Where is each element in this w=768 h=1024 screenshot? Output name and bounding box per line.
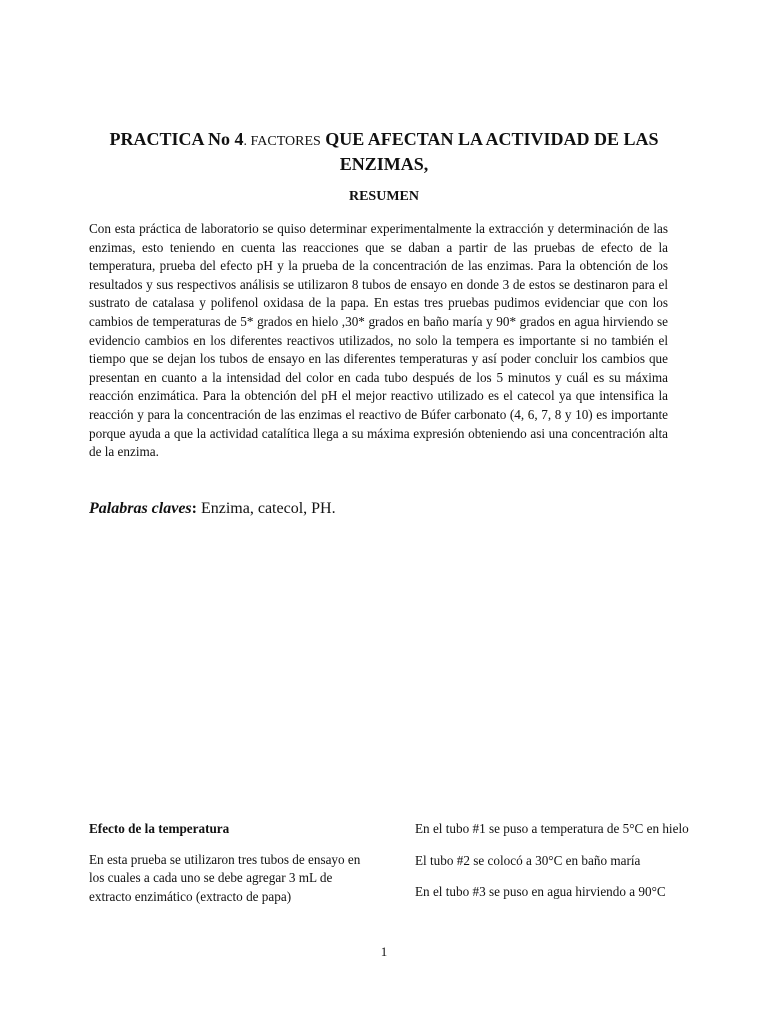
keywords-label <box>89 500 197 517</box>
temperature-section-right <box>415 820 700 915</box>
title-subject: QUE AFECTAN LA ACTIVIDAD DE LAS ENZIMAS, <box>320 129 659 174</box>
title-separator: . <box>243 134 251 149</box>
resumen-heading: RESUMEN <box>348 189 419 204</box>
temperature-section-heading: Efecto de la temperatura <box>89 821 230 836</box>
keywords-line <box>89 500 669 518</box>
resumen-body: Con esta práctica de laboratorio se quiso determinar experimentalmente la extracción y determinación de las enzimas, esto teniendo en cuenta las reacciones que se daban a partir de las pruebas de efecto de la temperatura, prueba del efecto pH y la prueba de la concentración de las enzimas. Para la obtención de los resultados y sus respectivos análisis se utilizaron 8 tubos de ensayo en donde 3 de estos se destinaron para el sustrato de catalasa y polifenol oxidasa de la papa. En estas tres pruebas pudimos evidenciar que con los cambios de temperaturas de 5* grados en hielo ,30* grados en baño maría y 90* grados en agua hirviendo se evidencio cambios en los diferentes reactivos utilizados, no solo la tempera es importante si no también el tiempo que se dejan los tubos de ensayo en las diferentes temperaturas y así poder concluir los cambios que presentan en cuanto a la intensidad del color en cada tubo después de los 5 minutos y cuál es su máxima reacción enzimática. Para la obtención del pH el mejor reactivo utilizado es el catecol ya que intensifica la reacción y para la concentración de las enzimas el reactivo de Búfer carbonato (4, 6, 7, 8 y 10) es importante porque ayuda a que la actividad catalítica llega a su máxima expresión obteniendo asi una concentración alta de la enzima. <box>89 221 668 460</box>
temperature-section-left <box>89 820 374 906</box>
tube-3-description: En el tubo #3 se puso en agua hirviendo a 90°C <box>415 884 666 900</box>
title-practice-number: PRACTICA No 4 <box>109 129 244 149</box>
keywords-colon: : <box>191 500 197 517</box>
tube-1-description: En el tubo #1 se puso a temperatura de 5°C en hielo <box>415 821 689 836</box>
page-title <box>90 128 678 175</box>
page-number: 1 <box>380 944 388 959</box>
keywords-label-text: Palabras claves <box>89 500 192 517</box>
temperature-section-intro: En esta prueba se utilizaron tres tubos de ensayo en los cuales a cada uno se debe agregar 3 mL de extracto enzimático (extracto de papa) <box>89 851 361 904</box>
tube-2-description: El tubo #2 se colocó a 30°C en baño maría <box>415 852 641 868</box>
keywords-values: Enzima, catecol, PH. <box>196 500 336 517</box>
title-factors: FACTORES <box>250 134 321 149</box>
